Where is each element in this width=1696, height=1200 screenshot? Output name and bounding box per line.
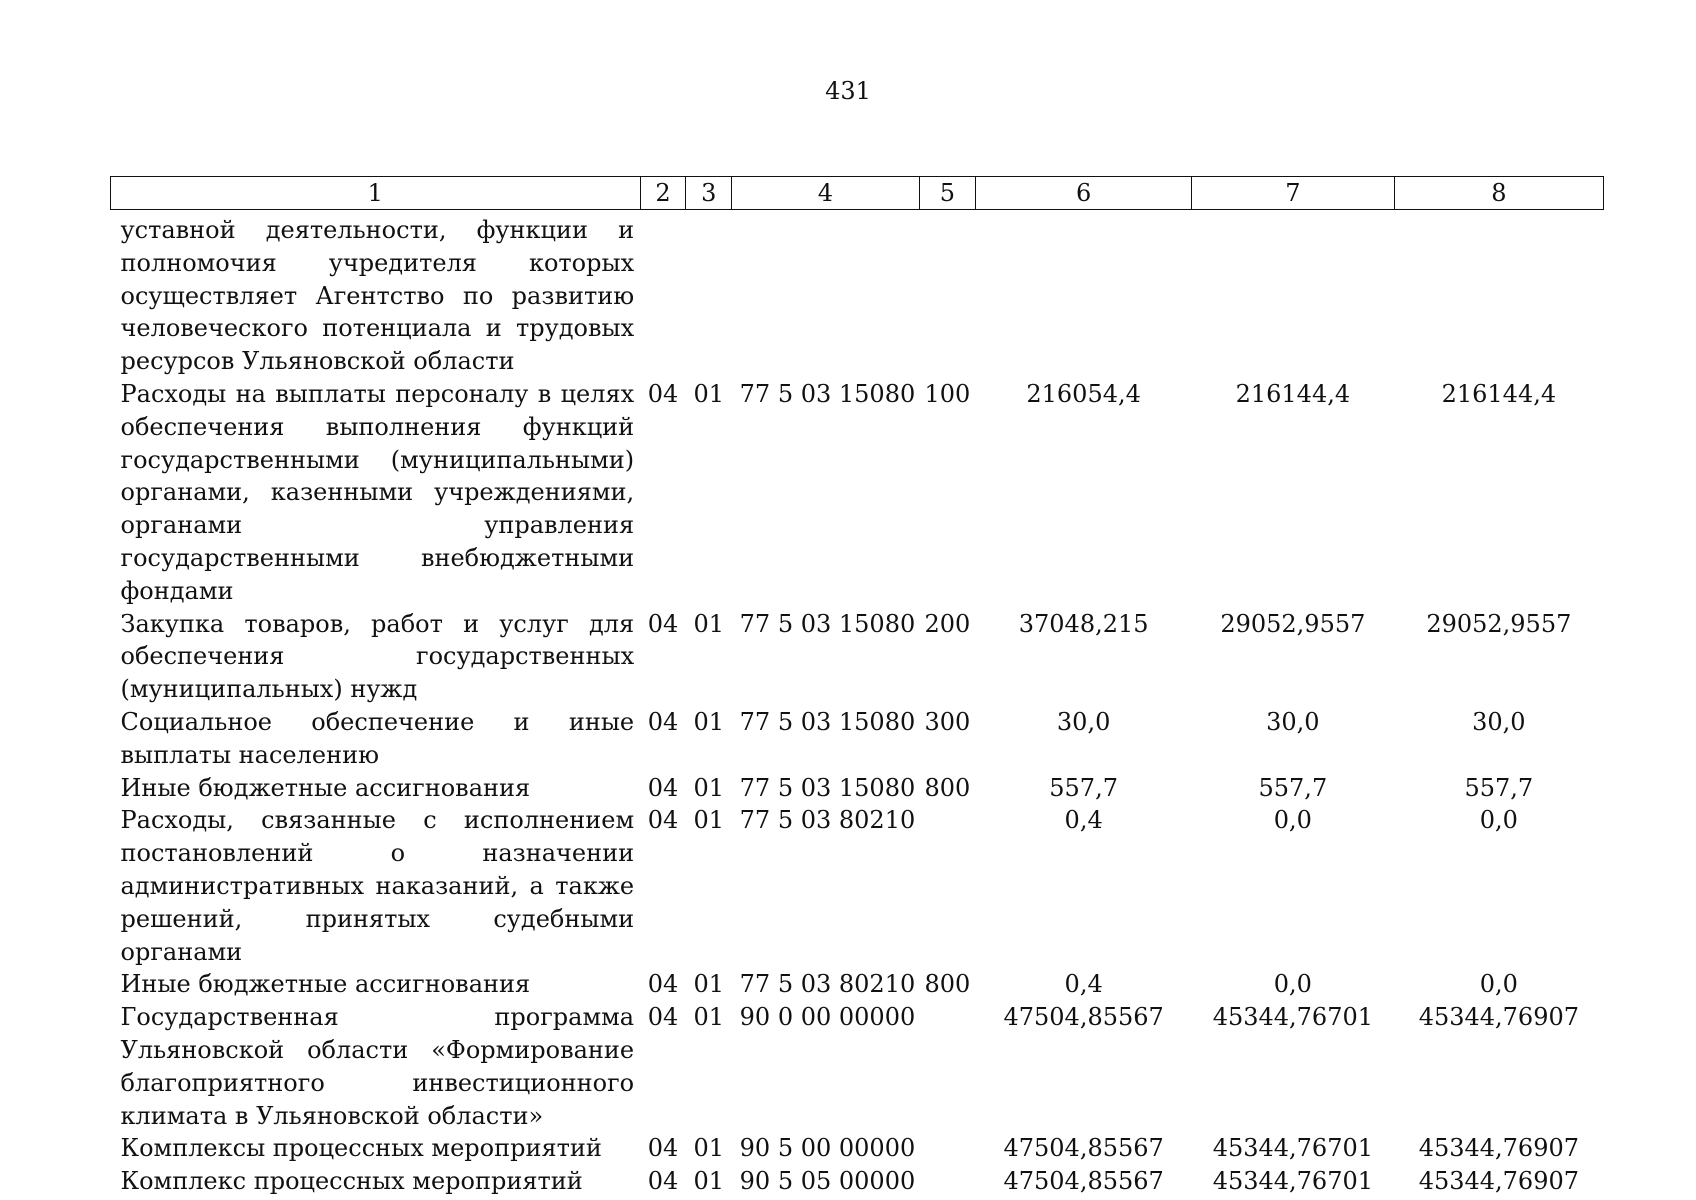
subsection-code: 01 (693, 609, 725, 638)
expense-type (919, 1001, 976, 1132)
table-row (111, 1001, 1604, 1132)
expense-name: Социальное обеспечение и иные выплаты населению (120, 707, 635, 769)
section-code: 04 (647, 1003, 679, 1032)
target-article: 77 5 03 80210 (739, 806, 916, 835)
amount-col-8: 216144,4 (1441, 379, 1557, 408)
amount-col-7: 30,0 (1266, 707, 1320, 736)
expense-type (919, 804, 976, 968)
expense-name: Расходы, связанные с исполнением постановлений о назначении административных наказаний, а также решений, принятых судебными органами (120, 806, 635, 966)
expense-name: уставной деятельности, функции и полномочия учредителя которых осуществляет Агентство по развитию человеческого потенциала и трудовых ресурсов Ульяновской области (120, 216, 635, 376)
expense-name: Расходы на выплаты персоналу в целях обеспечения выполнения функций государственными (муниципальными) органами, казенными учреждениями, органами управления государственными внебюджетными фондами (120, 379, 635, 605)
amount-col-7: 45344,76701 (1212, 1134, 1374, 1163)
amount-col-7: 216144,4 (1235, 379, 1351, 408)
subsection-code: 01 (693, 707, 725, 736)
target-article: 77 5 03 15080 (739, 707, 916, 736)
section-code: 04 (647, 379, 679, 408)
subsection-code: 01 (693, 773, 725, 802)
expense-name: Комплекс процессных мероприятий (120, 1167, 583, 1196)
table-row (111, 1132, 1604, 1165)
subsection-code: 01 (693, 1167, 725, 1196)
table-row (111, 772, 1604, 805)
target-article: 77 5 03 15080 (739, 773, 916, 802)
subsection-code: 01 (693, 1003, 725, 1032)
header-row (111, 177, 1604, 210)
section-code: 04 (647, 806, 679, 835)
amount-col-6: 47504,85567 (1003, 1167, 1164, 1196)
subsection-code: 01 (693, 379, 725, 408)
expense-type (919, 1132, 976, 1165)
target-article: 90 5 05 00000 (739, 1167, 916, 1196)
amount-col-8: 557,7 (1464, 773, 1534, 802)
amount-col-6: 37048,215 (1018, 609, 1149, 638)
table-row (111, 706, 1604, 772)
table-row (111, 210, 1604, 378)
expense-type: 100 (924, 379, 971, 408)
amount-col-7: 0,0 (1273, 806, 1312, 835)
amount-col-6: 30,0 (1056, 707, 1111, 736)
section-code: 04 (647, 970, 679, 999)
expense-type (919, 210, 976, 378)
amount-col-8: 0,0 (1479, 970, 1518, 999)
header-col-4: 4 (732, 177, 919, 210)
expense-name: Иные бюджетные ассигнования (120, 970, 531, 999)
amount-col-8: 45344,76907 (1418, 1167, 1580, 1196)
amount-col-6: 216054,4 (1026, 379, 1141, 408)
amount-col-8: 30,0 (1472, 707, 1526, 736)
amount-col-7 (1192, 210, 1395, 378)
expense-name: Закупка товаров, работ и услуг для обеспечения государственных (муниципальных) нужд (120, 609, 635, 704)
amount-col-8: 0,0 (1479, 806, 1518, 835)
expense-type (919, 1165, 976, 1198)
target-article (732, 210, 919, 378)
amount-col-6: 0,4 (1064, 970, 1103, 999)
target-article: 90 0 00 00000 (739, 1003, 916, 1032)
target-article: 90 5 00 00000 (739, 1134, 916, 1163)
amount-col-6 (976, 210, 1192, 378)
section-code: 04 (647, 707, 679, 736)
section-code: 04 (647, 1167, 679, 1196)
section-code (640, 210, 686, 378)
subsection-code: 01 (693, 806, 725, 835)
header-col-6: 6 (976, 177, 1192, 210)
section-code: 04 (647, 609, 679, 638)
header-col-1: 1 (111, 177, 641, 210)
amount-col-7: 0,0 (1273, 970, 1312, 999)
budget-table (110, 176, 1604, 1198)
amount-col-7: 45344,76701 (1212, 1167, 1374, 1196)
header-col-3: 3 (686, 177, 732, 210)
expense-type: 300 (924, 707, 971, 736)
header-col-2: 2 (640, 177, 686, 210)
expense-type: 200 (924, 609, 971, 638)
table-row (111, 608, 1604, 706)
amount-col-8: 45344,76907 (1418, 1134, 1580, 1163)
amount-col-6: 557,7 (1049, 773, 1118, 802)
target-article: 77 5 03 15080 (739, 609, 916, 638)
page-number: 431 (825, 77, 871, 105)
expense-type: 800 (924, 970, 971, 999)
table-row (111, 968, 1604, 1001)
expense-name: Государственная программа Ульяновской области «Формирование благоприятного инвестиционного климата в Ульяновской области» (120, 1003, 635, 1130)
amount-col-6: 0,4 (1064, 806, 1103, 835)
subsection-code (686, 210, 732, 378)
header-col-8: 8 (1394, 177, 1603, 210)
amount-col-8: 45344,76907 (1418, 1003, 1580, 1032)
header-col-5: 5 (919, 177, 976, 210)
section-code: 04 (647, 773, 679, 802)
amount-col-8: 29052,9557 (1426, 609, 1572, 638)
amount-col-7: 29052,9557 (1220, 609, 1366, 638)
table-row (111, 804, 1604, 968)
target-article: 77 5 03 80210 (739, 970, 916, 999)
target-article: 77 5 03 15080 (739, 379, 916, 408)
table-row (111, 1165, 1604, 1198)
table-row (111, 378, 1604, 608)
amount-col-7: 557,7 (1258, 773, 1328, 802)
amount-col-6: 47504,85567 (1003, 1134, 1164, 1163)
section-code: 04 (647, 1134, 679, 1163)
subsection-code: 01 (693, 1134, 725, 1163)
header-col-7: 7 (1192, 177, 1395, 210)
amount-col-7: 45344,76701 (1212, 1003, 1374, 1032)
expense-name: Комплексы процессных мероприятий (120, 1134, 602, 1163)
amount-col-8 (1394, 210, 1603, 378)
expense-name: Иные бюджетные ассигнования (120, 773, 531, 802)
amount-col-6: 47504,85567 (1003, 1003, 1164, 1032)
subsection-code: 01 (693, 970, 725, 999)
expense-type: 800 (924, 773, 971, 802)
